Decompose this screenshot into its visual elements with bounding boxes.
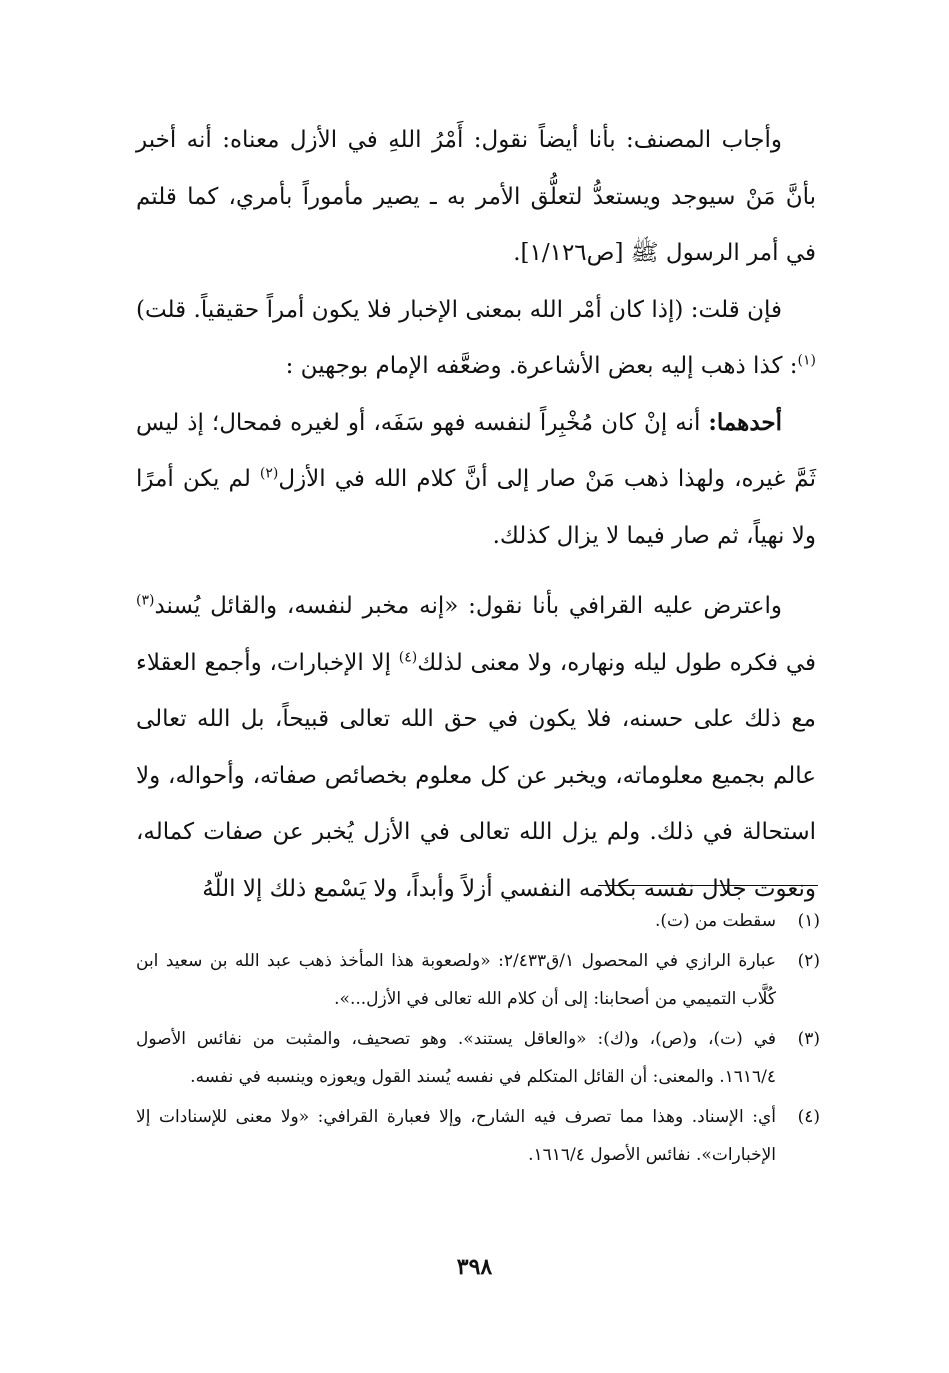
paragraph-2-text-after: : كذا ذهب إليه بعض الأشاعرة. وضعَّفه الإمام بوجهين :	[285, 353, 798, 379]
paragraph-3-text-after: لم يكن أمرًا ولا نهياً، ثم صار فيما لا يزال كذلك.	[136, 466, 816, 549]
paragraph-2	[136, 282, 816, 395]
footnote-3-text: في (ت)، و(ص)، و(ك): «والعاقل يستند». وهو تصحيف، والمثبت من نفائس الأصول ١٦١٦/٤. والمعنى: أن القائل المتكلم في نفسه يُسند القول ويعوزه وينسبه في نفسه.	[136, 1029, 776, 1087]
footnote-3-number: (٣)	[797, 1029, 820, 1049]
footnote-3	[136, 1020, 820, 1096]
footnote-separator	[598, 885, 818, 886]
paragraph-4-text-before: واعترض عليه القرافي بأنا نقول: «إنه مخبر لنفسه، والقائل يُسند	[154, 593, 782, 619]
footnote-ref-2[interactable]: (٢)	[259, 465, 279, 482]
paragraph-4-text-after: إلا الإخبارات، وأجمع العقلاء مع ذلك على حسنه، فلا يكون في حق الله تعالى قبيحاً، بل الله تعالى عالم بجميع معلوماته، ويخبر عن كل معلوم بخصائص صفاته، وأحواله، ولا استحالة في ذلك. ولم يزل الله تعالى في الأزل يُخبر عن صفات كماله، ونعوت جلال نفسه بكلامه النفسي أزلاً وأبداً، ولا يَسْمع ذلك إلا اللّهُ	[136, 649, 816, 902]
footnote-4	[136, 1098, 820, 1174]
footnote-2-text: عبارة الرازي في المحصول ١/ق٢/٤٣٣: «ولصعوبة هذا المأخذ ذهب عبد الله بن سعيد ابن كُلَّاب التميمي من أصحابنا: إلى أن كلام الله تعالى في الأزل...».	[136, 951, 776, 1009]
paragraph-3-lead: أحدهما:	[708, 408, 782, 436]
paragraph-1	[136, 112, 816, 282]
paragraph-4-text-mid: في فكره طول ليله ونهاره، ولا معنى لذلك	[417, 649, 816, 676]
footnote-ref-1[interactable]: (١)	[797, 352, 816, 369]
paragraph-2-text-before: فإن قلت: (إذا كان أمْر الله بمعنى الإخبار فلا يكون أمراً حقيقياً. قلت)	[136, 296, 782, 323]
main-text	[136, 112, 816, 917]
footnote-ref-4[interactable]: (٤)	[398, 648, 418, 665]
footnote-1	[136, 902, 820, 940]
footnote-ref-3[interactable]: (٣)	[136, 592, 155, 609]
footnote-2	[136, 942, 820, 1018]
paragraph-3-text-before: أنه إنْ كان مُخْبِراً لنفسه فهو سَفَه، أو لغيره فمحال؛ إذ ليس ثَمَّ غيره، ولهذا ذهب مَنْ صار إلى أنَّ كلام الله في الأزل	[136, 409, 817, 492]
footnote-4-number: (٤)	[797, 1107, 820, 1127]
paragraph-1-text: وأجاب المصنف: بأنا أيضاً نقول: أَمْرُ اللهِ في الأزل معناه: أنه أخبر بأنَّ مَنْ سيوجد ويستعدُّ لتعلُّق الأمر به ـ يصير مأموراً بأمري، كما قلتم في أمر الرسول ﷺ [ص١/١٢٦].	[136, 127, 816, 266]
footnote-1-number: (١)	[797, 911, 820, 931]
paragraph-4	[136, 578, 816, 917]
footnote-1-text: سقطت من (ت).	[654, 911, 776, 931]
footnote-4-text: أي: الإسناد. وهذا مما تصرف فيه الشارح، وإلا فعبارة القرافي: «ولا معنى للإسنادات إلا الإخبارات». نفائس الأصول ١٦١٦/٤.	[136, 1107, 776, 1165]
footnote-2-number: (٢)	[797, 951, 820, 971]
footnotes	[136, 902, 820, 1176]
page-number: ٣٩٨	[456, 1254, 493, 1280]
paragraph-3	[136, 395, 816, 565]
